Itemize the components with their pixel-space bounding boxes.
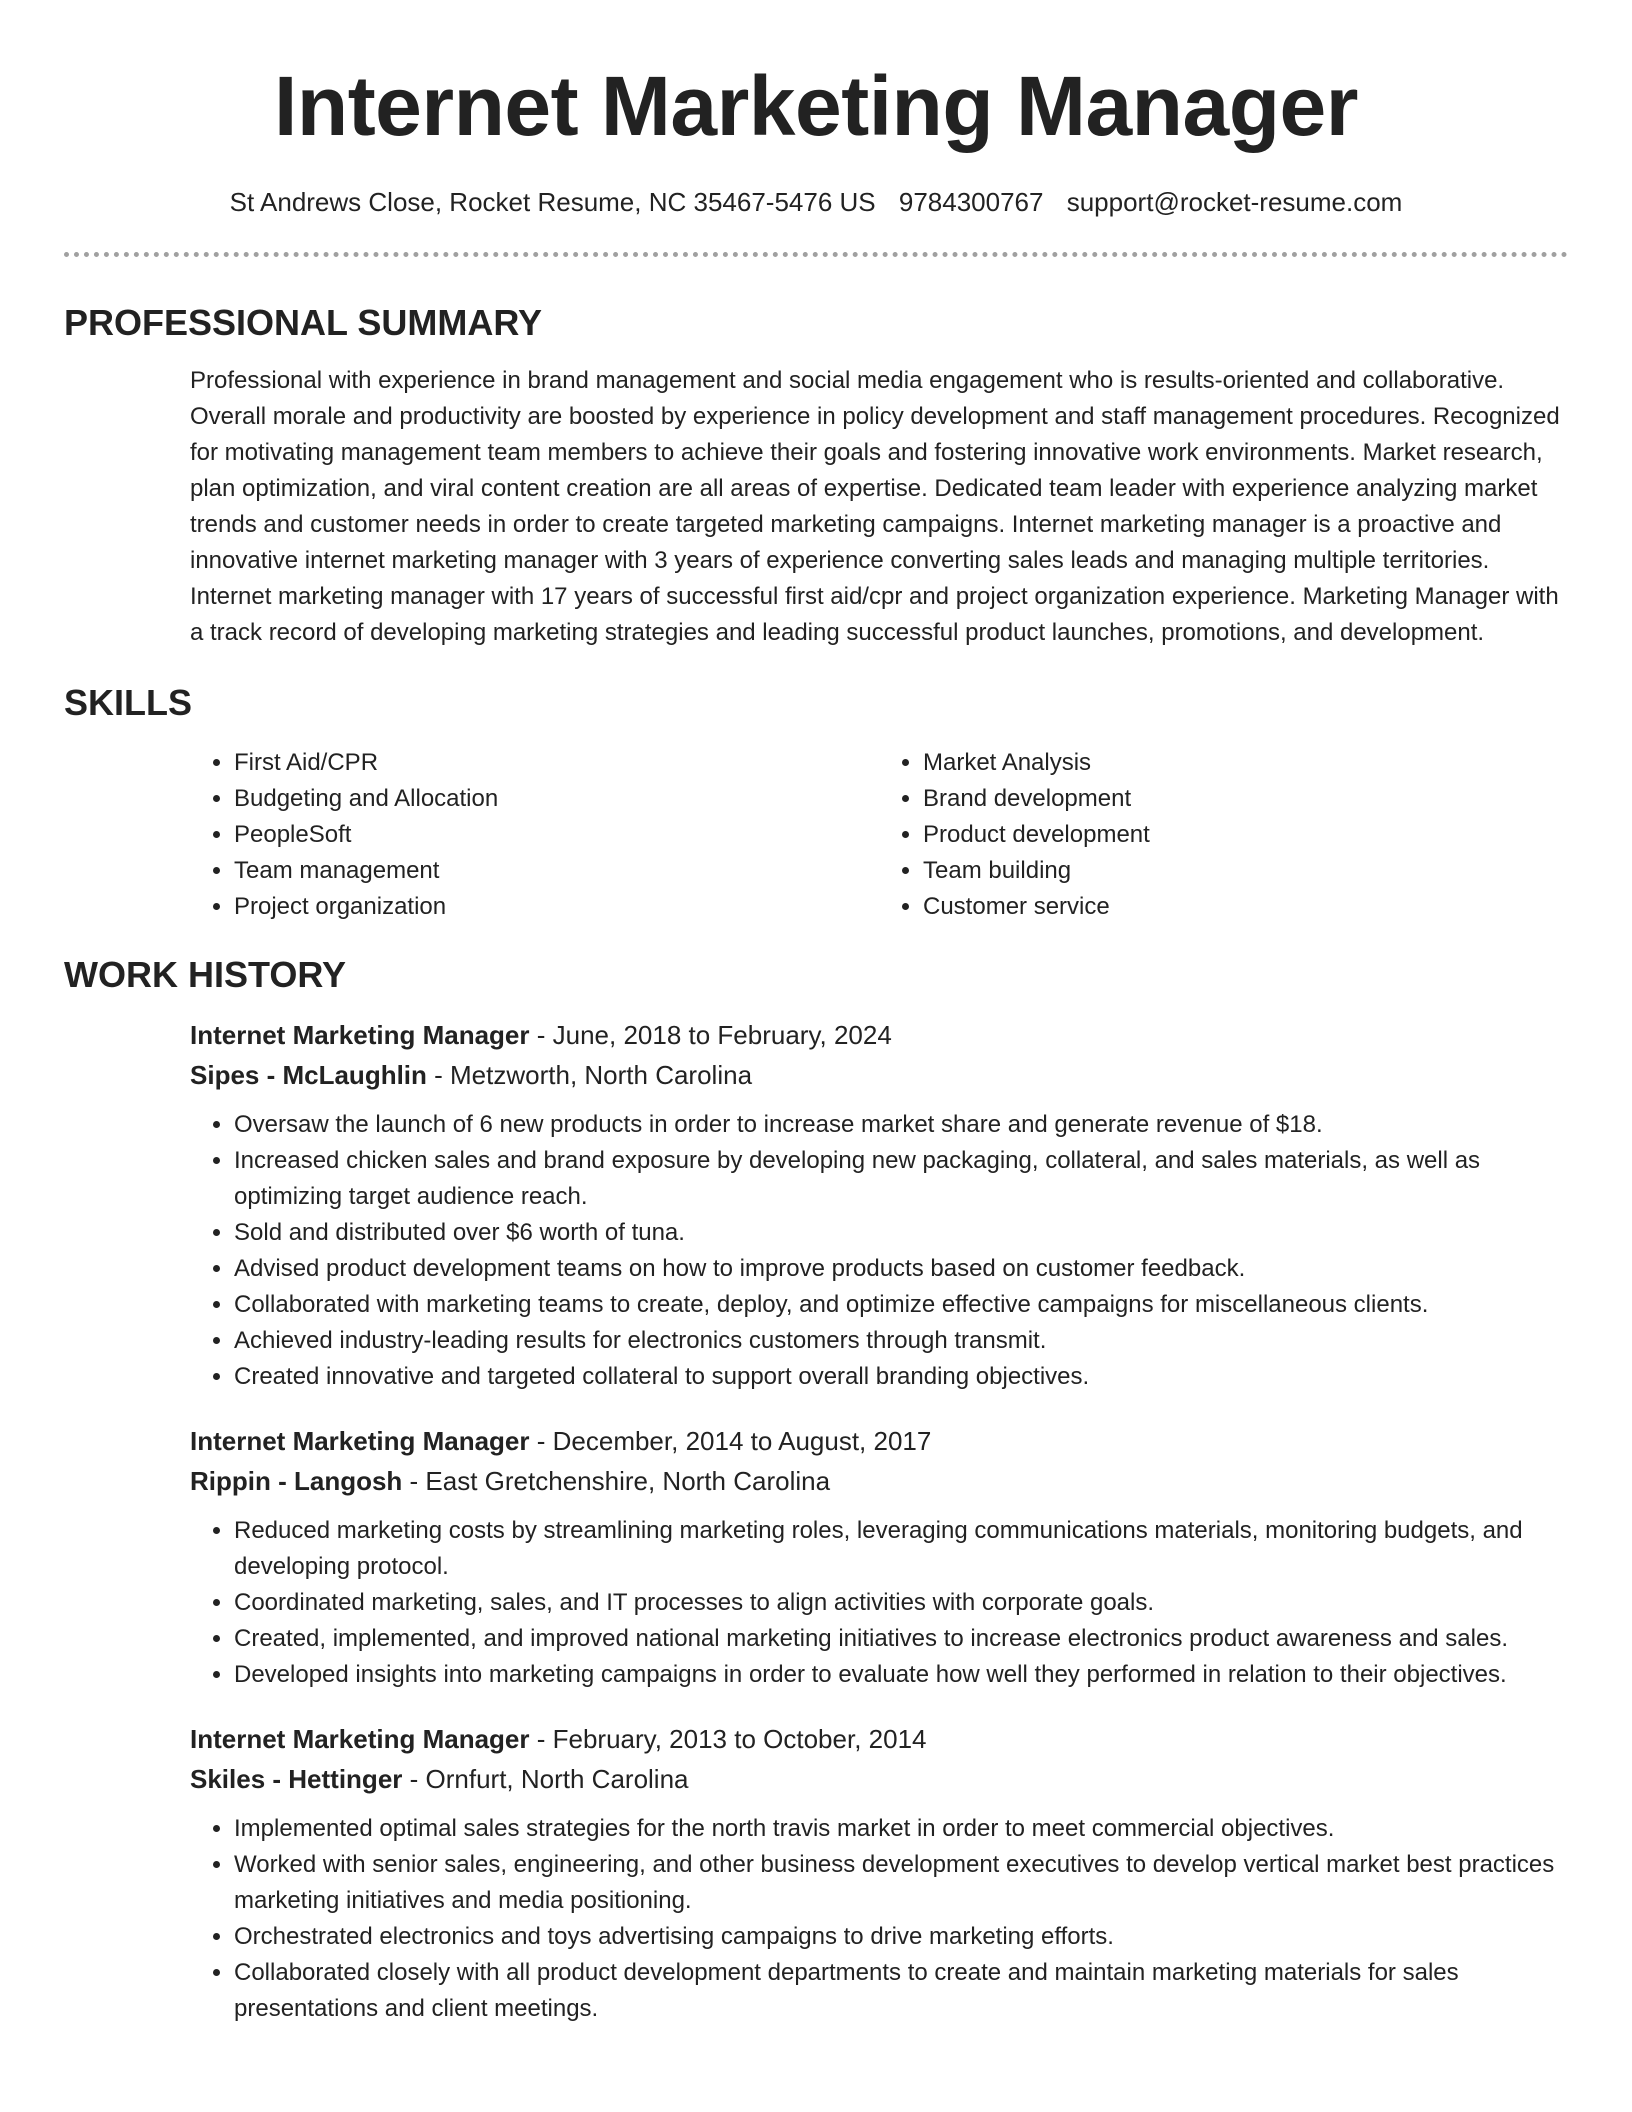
skill-item: • Team building: [923, 853, 1568, 889]
job-company: Rippin - Langosh: [190, 1466, 403, 1496]
skills-heading: SKILLS: [64, 682, 193, 723]
job-duties: [190, 1811, 1568, 2027]
job-location: - Ornfurt, North Carolina: [402, 1764, 689, 1794]
job-entry: [190, 1421, 1568, 1693]
skill-item: • Product development: [923, 817, 1568, 853]
resume-page: [64, 0, 1568, 2027]
skills-column-right: [879, 745, 1568, 925]
duty-item: • Worked with senior sales, engineering, and other business development executives to develop vertical market best practices marketing initiatives and media positioning.: [234, 1847, 1568, 1919]
job-title: Internet Marketing Manager: [190, 1724, 530, 1754]
address: St Andrews Close, Rocket Resume, NC 35467-5476 US: [229, 187, 876, 217]
skill-item: • Market Analysis: [923, 745, 1568, 781]
job-company: Skiles - Hettinger: [190, 1764, 403, 1794]
duty-item: • Oversaw the launch of 6 new products in order to increase market share and generate revenue of $18.: [234, 1107, 1568, 1143]
duty-item: • Reduced marketing costs by streamlining marketing roles, leveraging communications materials, monitoring budgets, and developing protocol.: [234, 1513, 1568, 1585]
job-dates: - December, 2014 to August, 2017: [529, 1426, 932, 1456]
job-duties: [190, 1513, 1568, 1693]
contact-line: [64, 184, 1568, 220]
work-history-list: [190, 1015, 1568, 2027]
duty-item: • Collaborated with marketing teams to create, deploy, and optimize effective campaigns for miscellaneous clients.: [234, 1287, 1568, 1323]
skill-item: • Brand development: [923, 781, 1568, 817]
summary-heading: PROFESSIONAL SUMMARY: [64, 302, 543, 343]
job-title: Internet Marketing Manager: [190, 1426, 530, 1456]
header-divider: [64, 252, 1568, 257]
job-entry: [190, 1015, 1568, 1395]
job-dates: - June, 2018 to February, 2024: [529, 1020, 892, 1050]
summary-text: Professional with experience in brand management and social media engagement who is results-oriented and collaborative. Overall morale and productivity are boosted by experience in policy development and staff management procedures. Recognized for motivating management team members to achieve their goals and fostering innovative work environments. Market research, plan optimization, and viral content creation are all areas of expertise. Dedicated team leader with experience analyzing market trends and customer needs in order to create targeted marketing campaigns. Internet marketing manager is a proactive and innovative internet marketing manager with 3 years of experience converting sales leads and managing multiple territories. Internet marketing manager with 17 years of successful first aid/cpr and project organization experience. Marketing Manager with a track record of developing marketing strategies and leading successful product launches, promotions, and development.: [190, 367, 1560, 646]
skill-item: • Project organization: [234, 889, 879, 925]
job-entry: [190, 1719, 1568, 2027]
duty-item: • Advised product development teams on how to improve products based on customer feedback.: [234, 1251, 1568, 1287]
job-company-line: [190, 1759, 1568, 1799]
job-company: Sipes - McLaughlin: [190, 1060, 427, 1090]
job-title-line: [190, 1015, 1568, 1055]
duty-item: • Created innovative and targeted collateral to support overall branding objectives.: [234, 1359, 1568, 1395]
skill-item: • Customer service: [923, 889, 1568, 925]
job-company-line: [190, 1055, 1568, 1095]
candidate-name: Internet Marketing Manager: [274, 59, 1358, 153]
job-title-line: [190, 1421, 1568, 1461]
skills-column-left: [190, 745, 879, 925]
skill-item: • Team management: [234, 853, 879, 889]
duty-item: • Achieved industry-leading results for electronics customers through transmit.: [234, 1323, 1568, 1359]
duty-item: • Implemented optimal sales strategies for the north travis market in order to meet commercial objectives.: [234, 1811, 1568, 1847]
job-dates: - February, 2013 to October, 2014: [529, 1724, 927, 1754]
duty-item: • Developed insights into marketing campaigns in order to evaluate how well they performed in relation to their objectives.: [234, 1657, 1568, 1693]
duty-item: • Coordinated marketing, sales, and IT processes to align activities with corporate goals.: [234, 1585, 1568, 1621]
skill-item: • PeopleSoft: [234, 817, 879, 853]
job-duties: [190, 1107, 1568, 1395]
job-title-line: [190, 1719, 1568, 1759]
duty-item: • Sold and distributed over $6 worth of tuna.: [234, 1215, 1568, 1251]
email: support@rocket-resume.com: [1066, 187, 1403, 217]
skills-list: [190, 745, 1568, 925]
duty-item: • Orchestrated electronics and toys advertising campaigns to drive marketing efforts.: [234, 1919, 1568, 1955]
work-history-heading: WORK HISTORY: [64, 954, 347, 995]
job-company-line: [190, 1461, 1568, 1501]
job-location: - Metzworth, North Carolina: [426, 1060, 753, 1090]
phone: 9784300767: [898, 187, 1044, 217]
duty-item: • Increased chicken sales and brand exposure by developing new packaging, collateral, and sales materials, as well as optimizing target audience reach.: [234, 1143, 1568, 1215]
skill-item: • First Aid/CPR: [234, 745, 879, 781]
job-location: - East Gretchenshire, North Carolina: [402, 1466, 831, 1496]
skill-item: • Budgeting and Allocation: [234, 781, 879, 817]
job-title: Internet Marketing Manager: [190, 1020, 530, 1050]
duty-item: • Collaborated closely with all product development departments to create and maintain marketing materials for sales presentations and client meetings.: [234, 1955, 1568, 2027]
duty-item: • Created, implemented, and improved national marketing initiatives to increase electronics product awareness and sales.: [234, 1621, 1568, 1657]
